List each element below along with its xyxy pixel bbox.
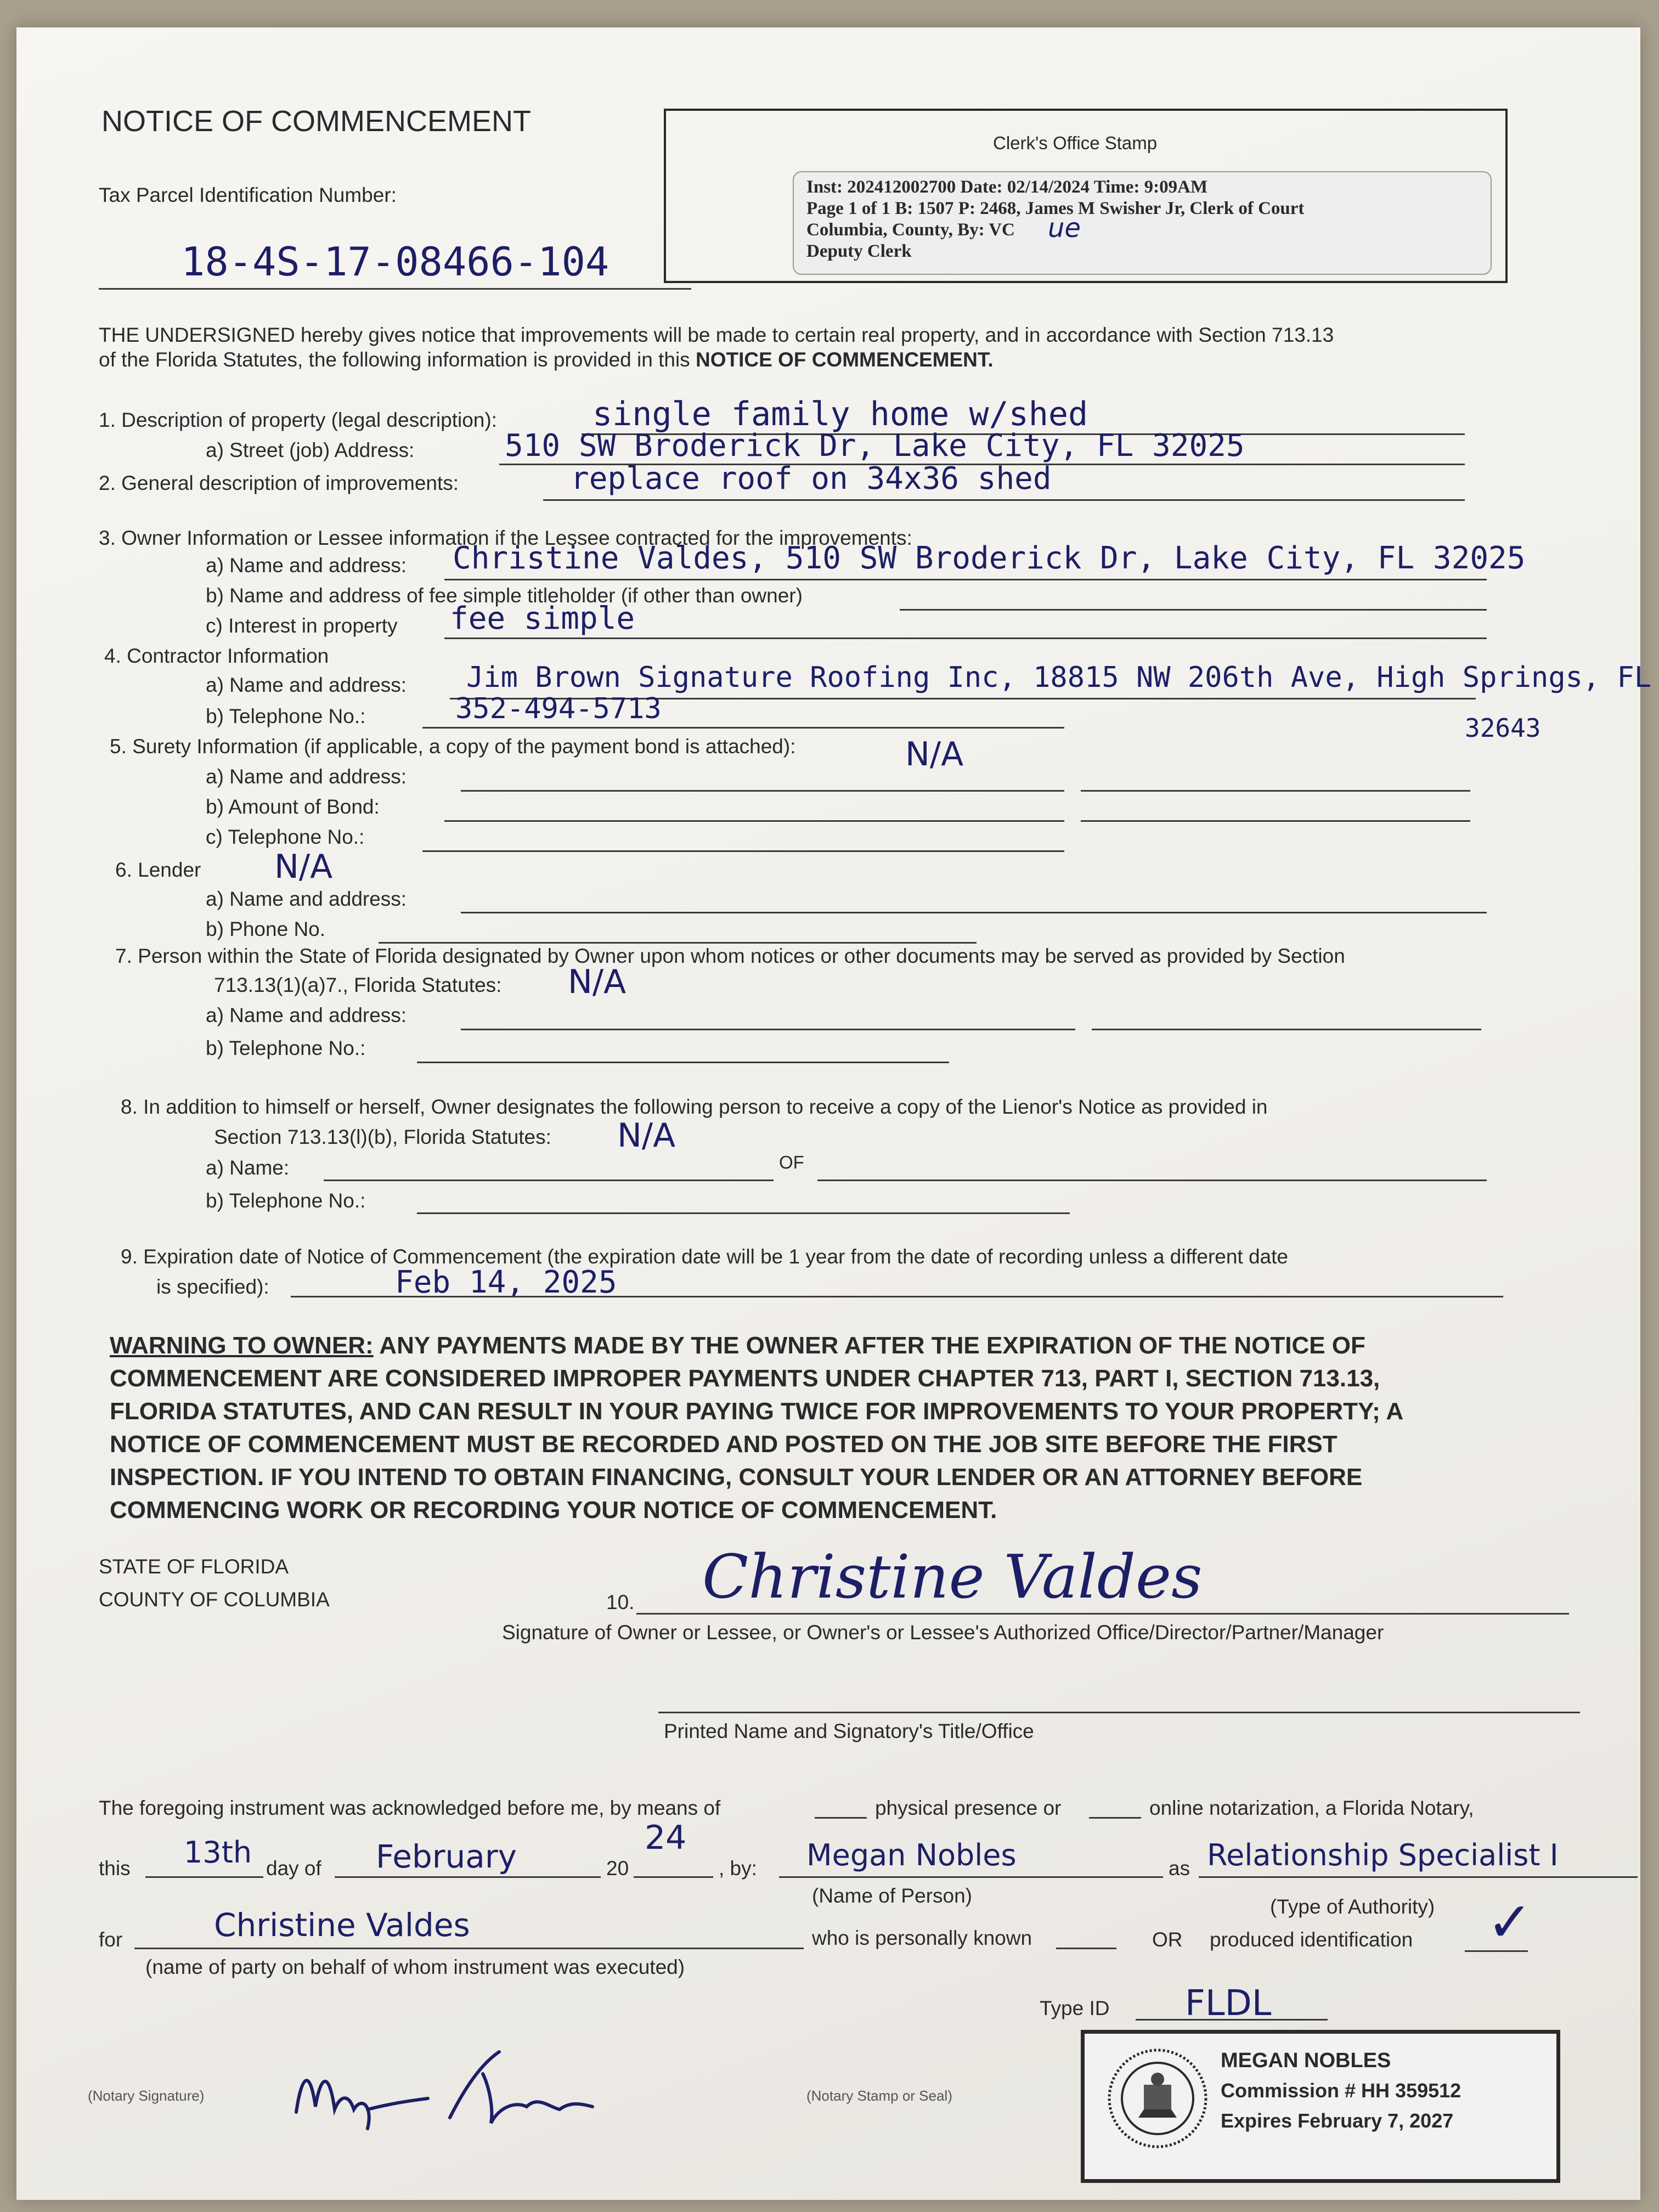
s7-a-label: a) Name and address:: [206, 1004, 407, 1026]
s2-value: replace roof on 34x36 shed: [571, 461, 1052, 496]
s3-a-label: a) Name and address:: [206, 554, 407, 577]
s8-a-underline: [324, 1180, 774, 1181]
s7-b-underline: [417, 1062, 949, 1063]
notary-line1-c: online notarization, a Florida Notary,: [1149, 1797, 1474, 1819]
s7-label2: 713.13(1)(a)7., Florida Statutes:: [214, 974, 502, 996]
document-page: [16, 27, 1652, 2200]
s9-underline: [291, 1296, 1503, 1297]
intro-line2-bold: NOTICE OF COMMENCEMENT.: [695, 348, 994, 371]
s7-a-underline-2: [1092, 1029, 1481, 1030]
s4-a-label: a) Name and address:: [206, 674, 407, 696]
notary-line1-b: physical presence or: [875, 1797, 1062, 1819]
notary-by-label: , by:: [719, 1857, 757, 1880]
notary-day-of-label: day of: [266, 1857, 321, 1880]
notary-authority: Relationship Specialist I: [1207, 1838, 1559, 1872]
s3-b-underline: [900, 609, 1487, 611]
s6-a-label: a) Name and address:: [206, 888, 407, 910]
notary-year: 24: [645, 1819, 687, 1857]
s4-b-value: 352-494-5713: [455, 692, 662, 725]
notary-type-id-label: Type ID: [1040, 1997, 1110, 2019]
clerk-stamp-heading: Clerk's Office Stamp: [993, 133, 1158, 153]
s4-label: 4. Contractor Information: [104, 645, 329, 667]
online-notarization-blank: [1089, 1817, 1141, 1819]
s6-b-underline: [379, 942, 977, 944]
warning-lead: WARNING TO OWNER:: [110, 1332, 374, 1359]
notary-party-underline: [134, 1948, 804, 1949]
intro-line1: THE UNDERSIGNED hereby gives notice that improvements will be made to certain real property, and in accordance with Section 713.13: [99, 324, 1334, 346]
s5-b-underline-2: [1081, 820, 1470, 822]
s8-b-label: b) Telephone No.:: [206, 1189, 366, 1212]
notary-signature-scrawl: [285, 2041, 603, 2134]
notary-person: Megan Nobles: [806, 1838, 1017, 1872]
notary-known-label: who is personally known: [812, 1927, 1032, 1949]
notary-signature-label: (Notary Signature): [88, 2087, 205, 2104]
notary-party: Christine Valdes: [214, 1906, 470, 1944]
s5-b-underline: [444, 820, 1064, 822]
s3-a-value: Christine Valdes, 510 SW Broderick Dr, Lake City, FL 32025: [453, 540, 1526, 576]
s1-value: single family home w/shed: [592, 395, 1088, 433]
s3-c-value: fee simple: [450, 601, 635, 636]
printed-name-caption: Printed Name and Signatory's Title/Office: [664, 1720, 1034, 1742]
s8-b-underline: [417, 1212, 1070, 1214]
s6-b-label: b) Phone No.: [206, 918, 326, 940]
s6-a-underline: [461, 912, 1487, 913]
s3-a-underline: [444, 579, 1487, 580]
s5-a-underline-2: [1081, 790, 1470, 792]
notary-or-label: OR: [1152, 1928, 1183, 1951]
physical-presence-blank: [815, 1817, 867, 1819]
warning-line6: COMMENCING WORK OR RECORDING YOUR NOTICE OF COMMENCEMENT.: [110, 1497, 997, 1523]
clerk-stamp-line4: Deputy Clerk: [806, 241, 912, 261]
notary-seal: [1105, 2046, 1210, 2151]
s4-b-label: b) Telephone No.:: [206, 705, 366, 727]
s2-underline: [543, 499, 1465, 501]
s3-c-label: c) Interest in property: [206, 614, 398, 637]
s5-c-label: c) Telephone No.:: [206, 826, 365, 848]
s1-label: 1. Description of property (legal description):: [99, 409, 497, 431]
notary-stamp-expires: Expires February 7, 2027: [1221, 2109, 1454, 2132]
s4-b-underline: [422, 727, 1064, 729]
notary-month-underline: [335, 1876, 601, 1878]
s5-label: 5. Surety Information (if applicable, a copy of the payment bond is attached):: [110, 735, 796, 758]
notary-stamp-label: (Notary Stamp or Seal): [806, 2087, 952, 2104]
notary-authority-caption: (Type of Authority): [1270, 1895, 1435, 1918]
warning-line2: COMMENCEMENT ARE CONSIDERED IMPROPER PAYMENTS UNDER CHAPTER 713, PART I, SECTION 713.13,: [110, 1365, 1380, 1392]
s1-street-value: 510 SW Broderick Dr, Lake City, FL 32025: [505, 428, 1245, 464]
warning-line3: FLORIDA STATUTES, AND CAN RESULT IN YOUR PAYING TWICE FOR IMPROVEMENTS TO YOUR PROPERTY; A: [110, 1398, 1404, 1425]
notary-type-id: FLDL: [1185, 1983, 1272, 2024]
intro-line2-text: of the Florida Statutes, the following information is provided in this: [99, 348, 690, 371]
tax-parcel-value: 18-4S-17-08466-104: [181, 239, 610, 285]
notary-type-id-underline: [1136, 2019, 1328, 2021]
venue-state: STATE OF FLORIDA: [99, 1555, 289, 1578]
tax-parcel-underline: [99, 288, 691, 290]
notary-produced-label: produced identification: [1210, 1928, 1413, 1951]
notary-person-caption: (Name of Person): [812, 1884, 972, 1907]
signature-number: 10.: [606, 1591, 635, 1613]
s8-label: 8. In addition to himself or herself, Owner designates the following person to receive a copy of the Lienor's Notice as provided in: [121, 1096, 1268, 1118]
warning-line1-text: ANY PAYMENTS MADE BY THE OWNER AFTER THE EXPIRATION OF THE NOTICE OF: [373, 1332, 1365, 1359]
notary-day: 13th: [184, 1835, 252, 1870]
s3-c-underline: [444, 637, 1487, 639]
s1-street-label: a) Street (job) Address:: [206, 439, 415, 461]
signature-underline: [636, 1613, 1569, 1615]
notary-person-underline: [779, 1876, 1163, 1878]
florida-seal-icon: [1105, 2046, 1210, 2151]
s5-a-underline: [461, 790, 1064, 792]
s2-label: 2. General description of improvements:: [99, 472, 459, 494]
s4-a-zip: 32643: [1465, 713, 1541, 743]
notary-signature: [285, 2041, 603, 2134]
s8-a-label: a) Name:: [206, 1156, 290, 1179]
notary-year-underline: [634, 1876, 713, 1878]
s5-a-label: a) Name and address:: [206, 765, 407, 788]
clerk-initials: ue: [1048, 213, 1081, 244]
s5-value: N/A: [905, 735, 964, 774]
notary-this-label: this: [99, 1857, 131, 1880]
s6-label: 6. Lender: [115, 859, 201, 881]
personally-known-blank: [1056, 1948, 1116, 1949]
s8-label2: Section 713.13(l)(b), Florida Statutes:: [214, 1126, 551, 1148]
s5-c-underline: [422, 850, 1064, 852]
s7-label: 7. Person within the State of Florida designated by Owner upon whom notices or other documents may be served as provided by Section: [115, 945, 1345, 967]
s6-value: N/A: [274, 848, 333, 886]
notary-year-prefix: 20: [606, 1857, 629, 1880]
notary-day-underline: [145, 1876, 263, 1878]
notary-as-label: as: [1169, 1857, 1190, 1880]
s3-b-label: b) Name and address of fee simple titleholder (if other than owner): [206, 584, 803, 607]
s7-a-underline: [461, 1029, 1075, 1030]
notary-for-label: for: [99, 1928, 123, 1951]
clerk-stamp-line2: Page 1 of 1 B: 1507 P: 2468, James M Swisher Jr, Clerk of Court: [806, 199, 1305, 218]
intro-line2: [99, 348, 994, 371]
printed-name-underline: [658, 1712, 1580, 1713]
s8-of-underline: [817, 1180, 1487, 1181]
s8-of-label: OF: [779, 1152, 804, 1172]
owner-signature: Christine Valdes: [702, 1542, 1203, 1612]
notary-stamp-commission: Commission # HH 359512: [1221, 2079, 1462, 2102]
notary-stamp-name: MEGAN NOBLES: [1221, 2049, 1391, 2072]
s4-a-value: Jim Brown Signature Roofing Inc, 18815 NW 206th Ave, High Springs, FL: [466, 661, 1652, 694]
warning-line4: NOTICE OF COMMENCEMENT MUST BE RECORDED AND POSTED ON THE JOB SITE BEFORE THE FIRST: [110, 1431, 1338, 1458]
warning-line5: INSPECTION. IF YOU INTEND TO OBTAIN FINANCING, CONSULT YOUR LENDER OR AN ATTORNEY BEFORE: [110, 1464, 1363, 1491]
warning-line1: [110, 1332, 1365, 1359]
notary-line1-a: The foregoing instrument was acknowledged before me, by means of: [99, 1797, 721, 1819]
s8-value: N/A: [617, 1116, 676, 1155]
tax-parcel-label: Tax Parcel Identification Number:: [99, 184, 397, 206]
notary-month: February: [376, 1838, 517, 1875]
clerk-stamp-line1: Inst: 202412002700 Date: 02/14/2024 Time: 9:09AM: [806, 177, 1208, 197]
notary-party-caption: (name of party on behalf of whom instrument was executed): [145, 1956, 685, 1978]
venue-county: COUNTY OF COLUMBIA: [99, 1588, 330, 1611]
document-title: NOTICE OF COMMENCEMENT: [101, 105, 531, 138]
produced-id-checkmark: ✓: [1487, 1890, 1533, 1954]
s7-b-label: b) Telephone No.:: [206, 1037, 366, 1059]
s9-label: 9. Expiration date of Notice of Commencement (the expiration date will be 1 year from the date of recording unless a different date: [121, 1245, 1288, 1268]
s3-label: 3. Owner Information or Lessee information if the Lessee contracted for the improvements:: [99, 527, 912, 549]
clerk-stamp-line3: Columbia, County, By: VC: [806, 220, 1015, 240]
notary-authority-underline: [1199, 1876, 1638, 1878]
s9-value: Feb 14, 2025: [395, 1265, 617, 1300]
s7-value: N/A: [568, 963, 627, 1001]
s5-b-label: b) Amount of Bond:: [206, 795, 380, 818]
s9-label2: is specified):: [156, 1276, 269, 1298]
signature-caption: Signature of Owner or Lessee, or Owner's or Lessee's Authorized Office/Director/Partner/Manager: [502, 1621, 1384, 1644]
